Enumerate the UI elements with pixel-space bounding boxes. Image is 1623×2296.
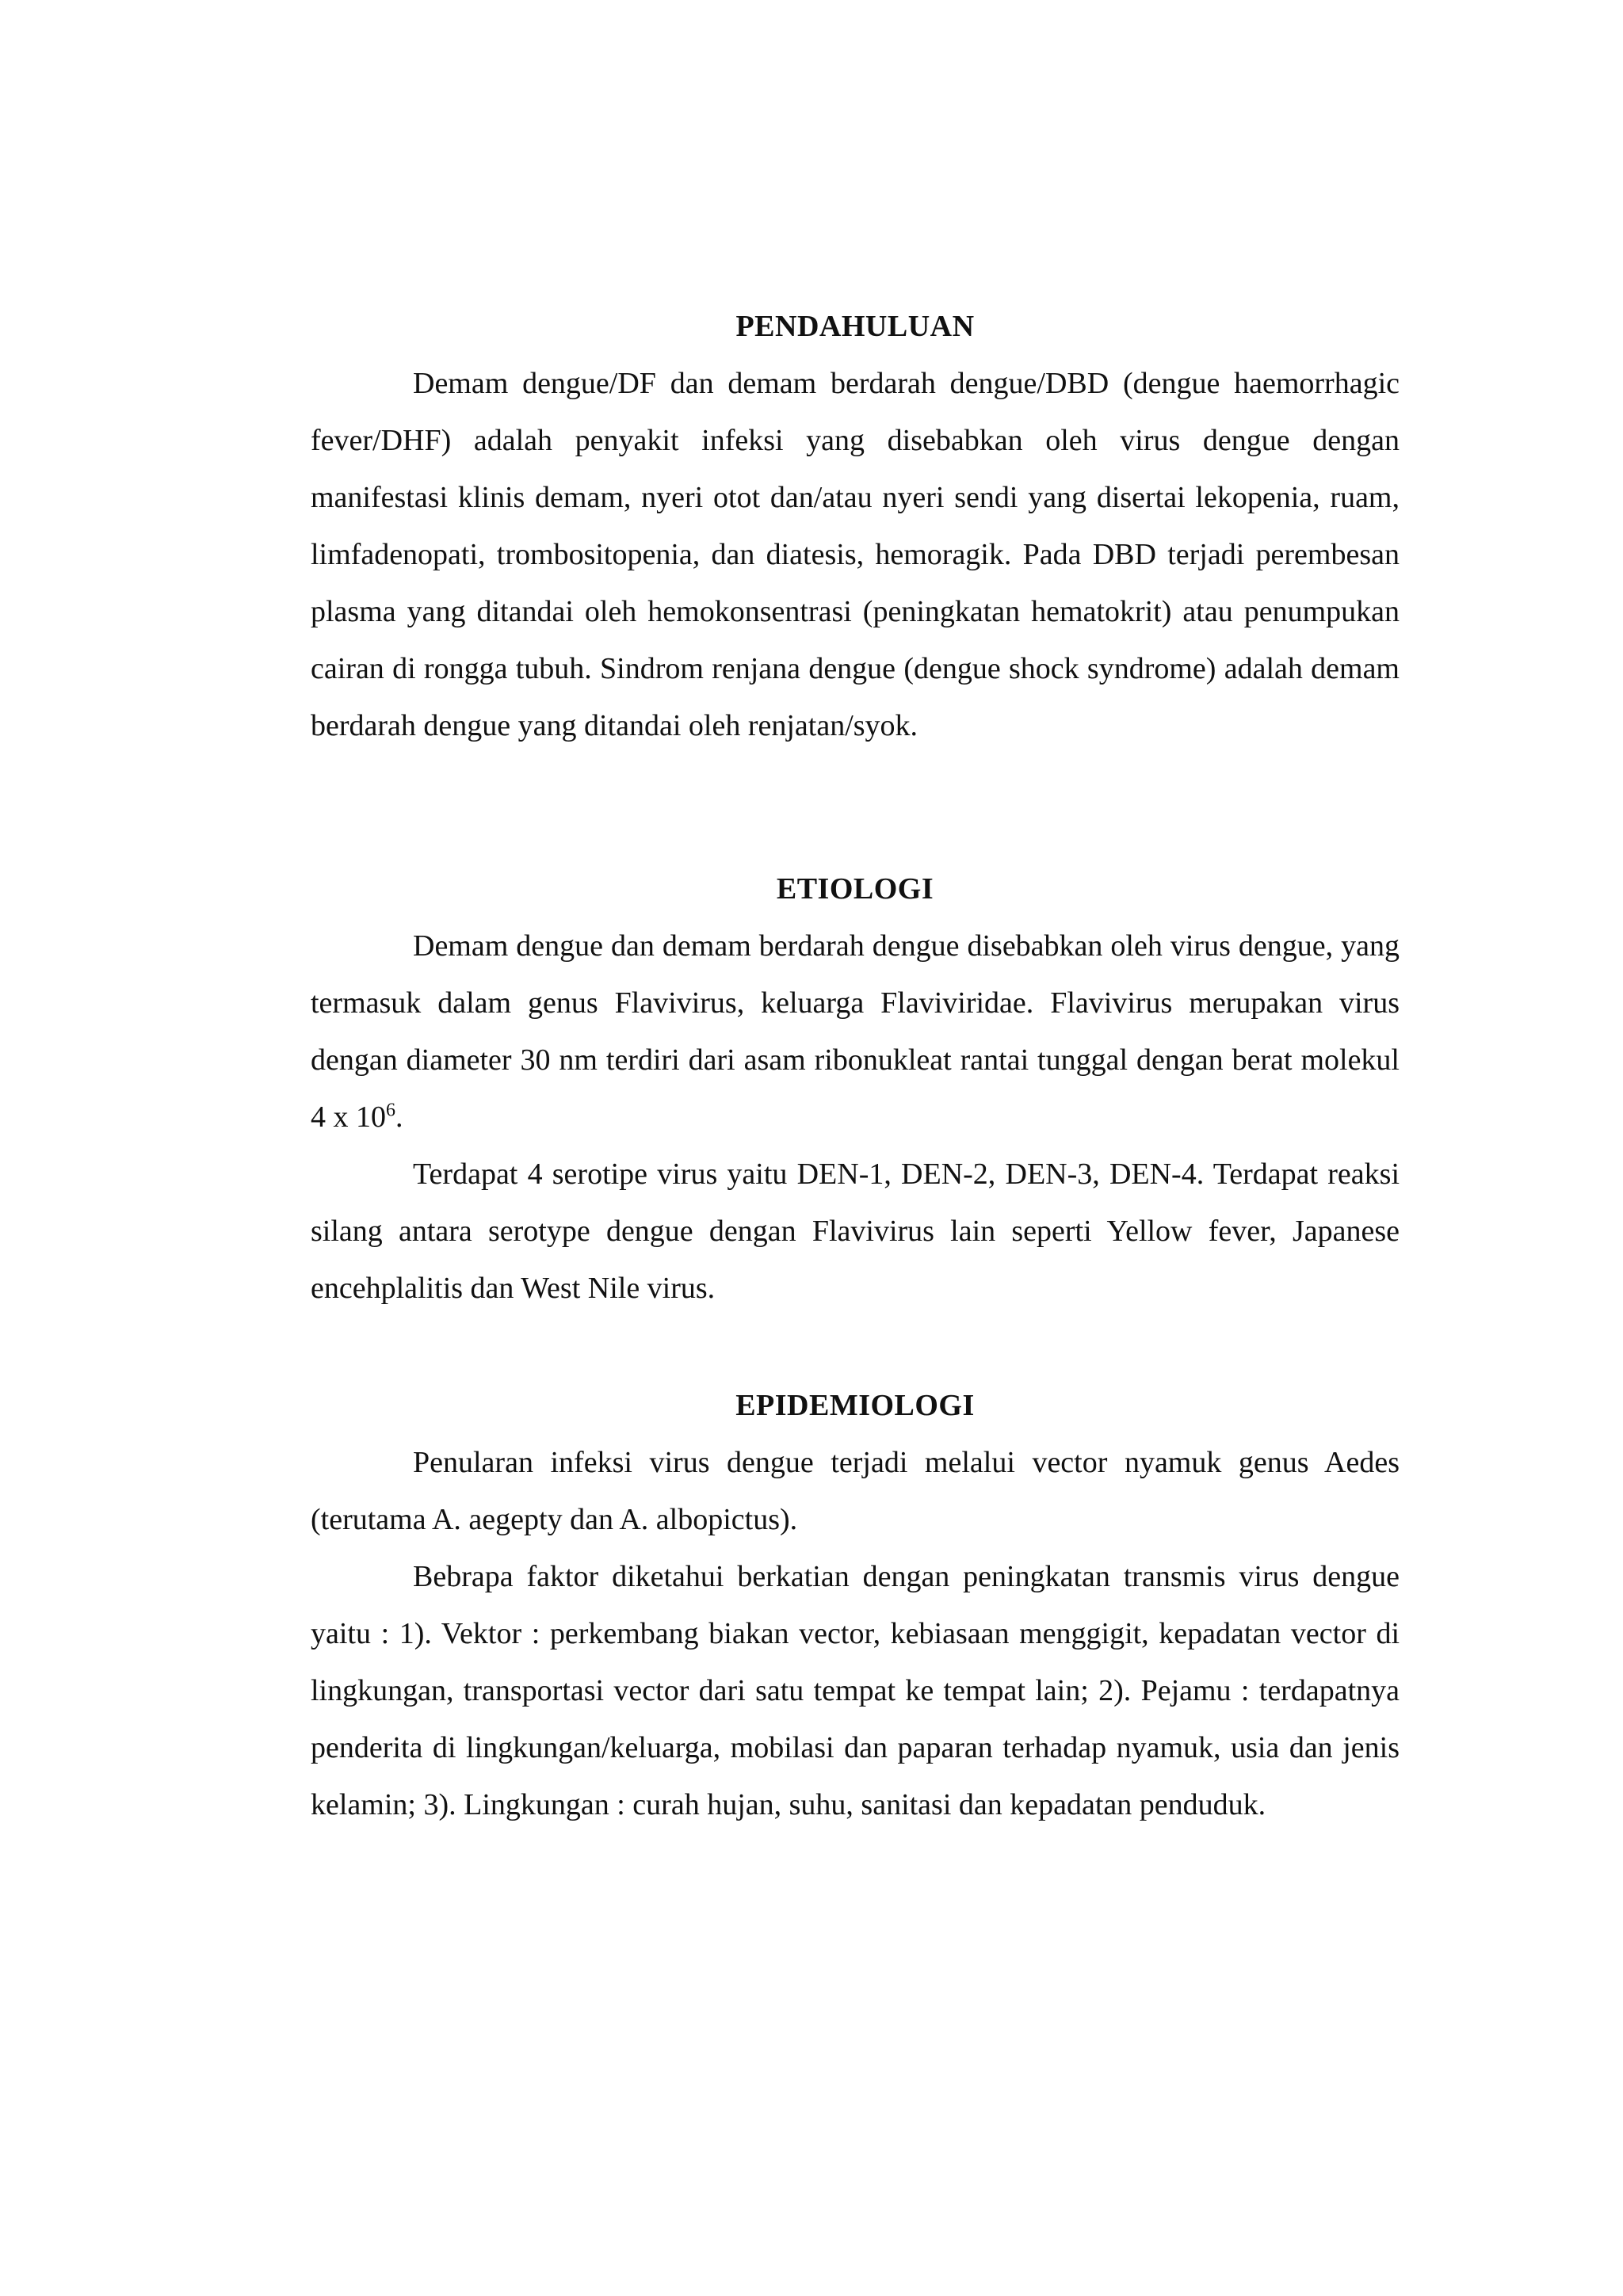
section-heading-etiologi: ETIOLOGI [776, 872, 934, 906]
paragraph-etiologi-1 [311, 917, 1400, 1146]
exponent-superscript: 6 [386, 1100, 395, 1121]
paragraph-etiologi-2: Terdapat 4 serotipe virus yaitu DEN-1, DEN-2, DEN-3, DEN-4. Terdapat reaksi silang antara serotype dengue dengan Flavivirus lain seperti Yellow fever, Japanese encehplalitis dan West Nile virus. [311, 1158, 1400, 1305]
section-epidemiologi [311, 1386, 1400, 1833]
paragraph-etiologi-1-end: . [395, 1100, 403, 1134]
paragraph-etiologi-1-text: Demam dengue dan demam berdarah dengue disebabkan oleh virus dengue, yang termasuk dalam genus Flavivirus, keluarga Flaviviridae. Flavivirus merupakan virus dengan diameter 30 nm terdiri dari asam ribonukleat rantai tunggal dengan berat molekul 4 x 10 [311, 929, 1400, 1134]
section-pendahuluan [311, 307, 1400, 754]
section-etiologi [311, 870, 1400, 1317]
section-heading-pendahuluan: PENDAHULUAN [735, 310, 975, 343]
paragraph-pendahuluan: Demam dengue/DF dan demam berdarah dengue/DBD (dengue haemorrhagic fever/DHF) adalah penyakit infeksi yang disebabkan oleh virus dengue dengan manifestasi klinis demam, nyeri otot dan/atau nyeri sendi yang disertai lekopenia, ruam, limfadenopati, trombositopenia, dan diatesis, hemoragik. Pada DBD terjadi perembesan plasma yang ditandai oleh hemokonsentrasi (peningkatan hematokrit) atau penumpukan cairan di rongga tubuh. Sindrom renjana dengue (dengue shock syndrome) adalah demam berdarah dengue yang ditandai oleh renjatan/syok. [311, 367, 1400, 742]
paragraph-epidemiologi-2: Bebrapa faktor diketahui berkatian dengan peningkatan transmis virus dengue yaitu : 1). Vektor : perkembang biakan vector, kebiasaan menggigit, kepadatan vector di lingkungan, transportasi vector dari satu tempat ke tempat lain; 2). Pejamu : terdapatnya penderita di lingkungan/keluarga, mobilasi dan paparan terhadap nyamuk, usia dan jenis kelamin; 3). Lingkungan : curah hujan, suhu, sanitasi dan kepadatan penduduk. [311, 1560, 1400, 1821]
paragraph-epidemiologi-1: Penularan infeksi virus dengue terjadi melalui vector nyamuk genus Aedes (terutama A. aegepty dan A. albopictus). [311, 1446, 1400, 1536]
document-page [311, 307, 1400, 1833]
section-heading-epidemiologi: EPIDEMIOLOGI [735, 1389, 975, 1422]
